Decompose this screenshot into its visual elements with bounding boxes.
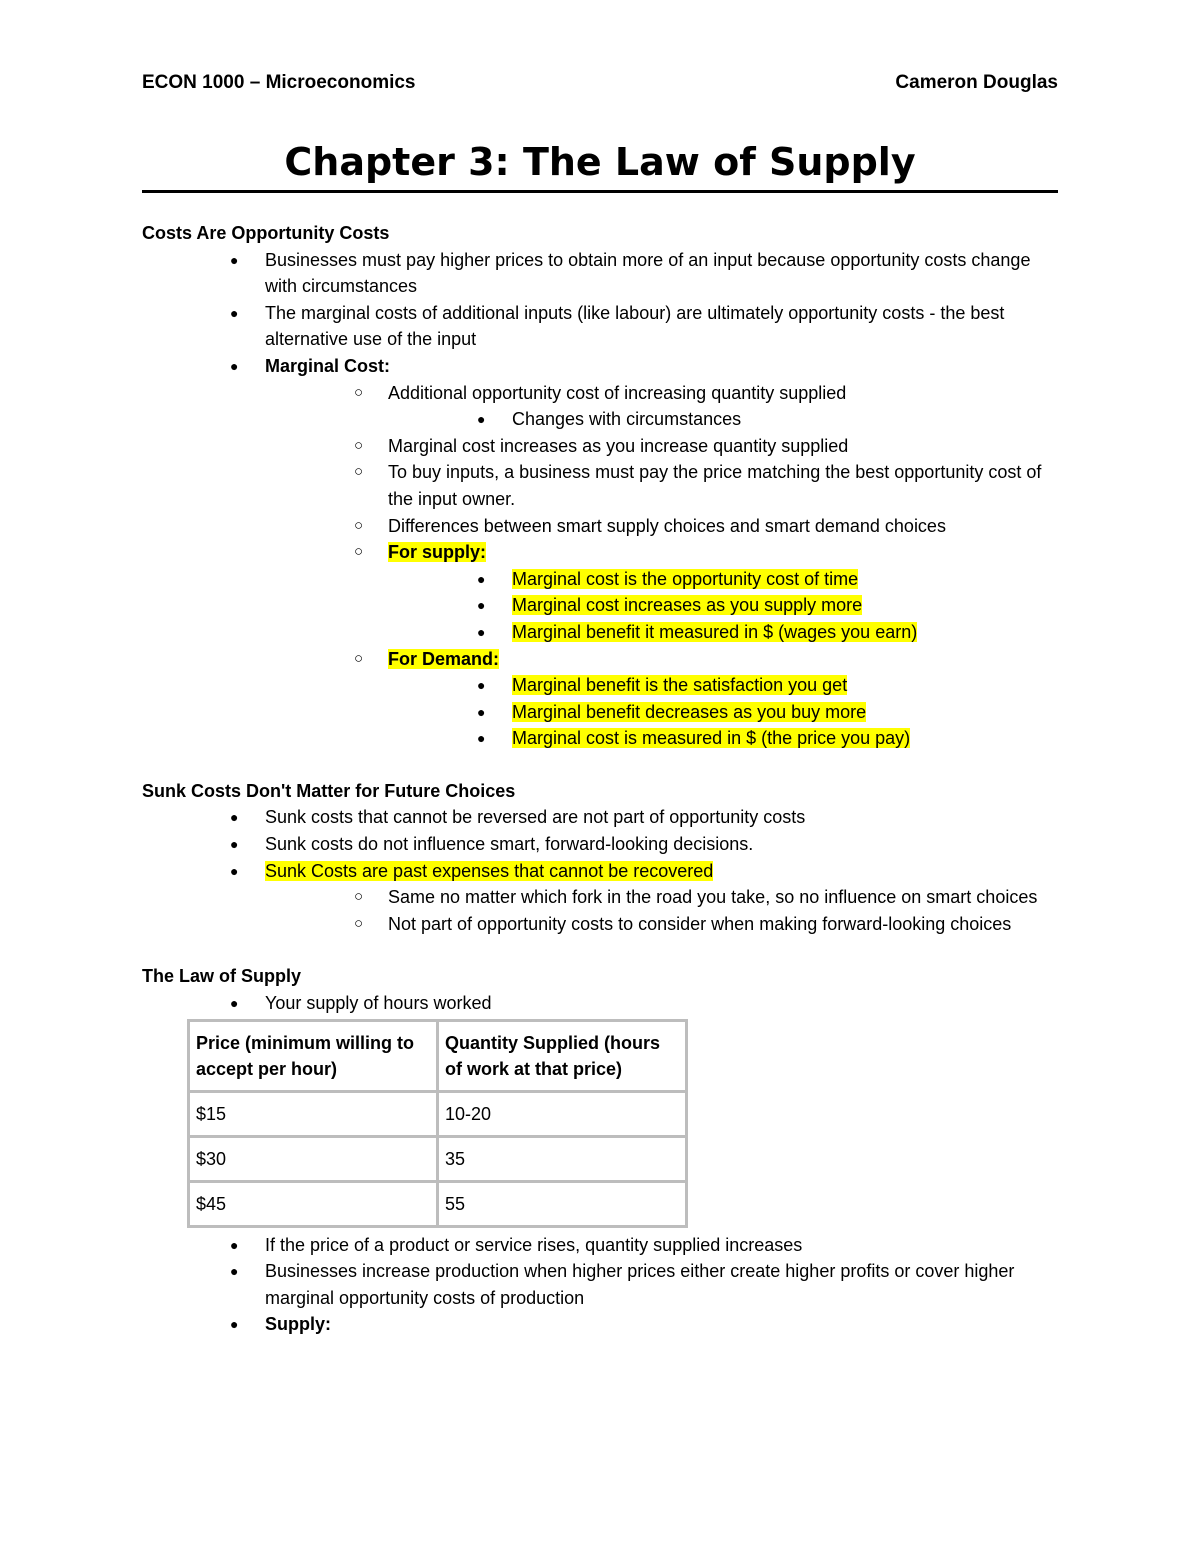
- list-item: [142, 247, 1058, 300]
- circle-bullet-icon: ○: [354, 649, 364, 667]
- bullet-icon: ●: [477, 623, 486, 640]
- list-item: [142, 433, 1058, 460]
- bullet-icon: ●: [230, 1263, 239, 1280]
- author-header: Cameron Douglas: [895, 72, 1058, 93]
- spacer: [142, 752, 1058, 778]
- bullet-icon: ●: [230, 809, 239, 826]
- list-item-text: Businesses increase production when higher prices either create higher profits or cover higher marginal opportunity costs of production: [265, 1261, 1015, 1308]
- list-item: [142, 300, 1058, 353]
- bullet-icon: ●: [230, 836, 239, 853]
- bullet-icon: ●: [230, 995, 239, 1012]
- circle-bullet-icon: ○: [354, 463, 364, 481]
- list-item: [142, 804, 1058, 831]
- list-item-text: Your supply of hours worked: [265, 993, 492, 1014]
- table-header-cell: Quantity Supplied (hours of work at that price): [438, 1020, 687, 1091]
- list-item: [142, 619, 1058, 646]
- course-header: ECON 1000 – Microeconomics: [142, 72, 416, 93]
- table-row: [189, 1091, 687, 1136]
- table-cell: $30: [189, 1136, 438, 1181]
- bullet-icon: ●: [230, 1316, 239, 1333]
- list-item-text: Marginal cost is the opportunity cost of time: [512, 568, 859, 589]
- bullet-icon: ●: [230, 357, 239, 374]
- table-header-row: [189, 1020, 687, 1091]
- demand-label: For Demand:: [388, 648, 500, 669]
- table-row: [189, 1136, 687, 1181]
- list-item: [142, 1311, 1058, 1338]
- bullet-icon: ●: [230, 862, 239, 879]
- list-item: [142, 990, 1058, 1017]
- list-item-text: If the price of a product or service rises, quantity supplied increases: [265, 1234, 803, 1255]
- list-item-text: Businesses must pay higher prices to obtain more of an input because opportunity costs change with circumstances: [265, 249, 1031, 297]
- list-item: [142, 646, 1058, 673]
- page-title: Chapter 3: The Law of Supply: [142, 136, 1058, 193]
- table-cell: $15: [189, 1091, 438, 1136]
- list-item: [142, 831, 1058, 858]
- list-item: [142, 592, 1058, 619]
- bullet-icon: ●: [230, 304, 239, 321]
- list-item: [142, 539, 1058, 566]
- list-item-text: Marginal cost increases as you supply more: [512, 595, 863, 616]
- table-cell: $45: [189, 1181, 438, 1226]
- section-heading-law-of-supply: The Law of Supply: [142, 966, 302, 987]
- circle-bullet-icon: ○: [354, 436, 364, 454]
- list-item: [142, 858, 1058, 885]
- bullet-icon: ●: [477, 570, 486, 587]
- list-item-text: Marginal benefit is the satisfaction you get: [512, 675, 848, 696]
- list-item: [142, 725, 1058, 752]
- section-heading-opportunity-costs: Costs Are Opportunity Costs: [142, 223, 390, 243]
- list-item: [142, 1232, 1058, 1259]
- list-item-text: Marginal cost is measured in $ (the price you pay): [512, 728, 911, 749]
- list-item-text: Supply:: [265, 1314, 331, 1335]
- bullet-icon: ●: [477, 703, 486, 720]
- bullet-icon: ●: [477, 411, 486, 428]
- list-item: [142, 699, 1058, 726]
- list-item: [142, 884, 1058, 911]
- bullet-icon: ●: [477, 677, 486, 694]
- list-item-text: Sunk costs that cannot be reversed are not part of opportunity costs: [265, 807, 806, 828]
- table-cell: 35: [438, 1136, 687, 1181]
- supply-schedule-table: [187, 1019, 688, 1228]
- list-item-text: Differences between smart supply choices and smart demand choices: [388, 515, 946, 536]
- list-item-text: Sunk Costs are past expenses that cannot be recovered: [265, 860, 714, 881]
- section-heading-sunk-costs: Sunk Costs Don't Matter for Future Choices: [142, 780, 516, 801]
- list-item: [142, 406, 1058, 433]
- circle-bullet-icon: ○: [354, 543, 364, 561]
- bullet-icon: ●: [477, 597, 486, 614]
- list-item: [142, 380, 1058, 407]
- list-item-text: Marginal benefit decreases as you buy more: [512, 701, 867, 722]
- table-cell: 10-20: [438, 1091, 687, 1136]
- list-item-text: Sunk costs do not influence smart, forward-looking decisions.: [265, 834, 754, 855]
- list-item: [142, 566, 1058, 593]
- list-item-text: Marginal cost increases as you increase quantity supplied: [388, 435, 849, 456]
- list-item-text: Marginal Cost:: [265, 355, 391, 376]
- circle-bullet-icon: ○: [354, 516, 364, 534]
- list-item: [142, 513, 1058, 540]
- circle-bullet-icon: ○: [354, 888, 364, 906]
- document-body: [142, 220, 1058, 1338]
- list-item-text: Additional opportunity cost of increasing quantity supplied: [388, 382, 847, 403]
- table-row: [189, 1181, 687, 1226]
- list-item-text: Same no matter which fork in the road you take, so no influence on smart choices: [388, 887, 1038, 908]
- list-item-text: Not part of opportunity costs to consider when making forward-looking choices: [388, 913, 1012, 934]
- bullet-icon: ●: [477, 730, 486, 747]
- bullet-icon: ●: [230, 1236, 239, 1253]
- list-item-text: To buy inputs, a business must pay the price matching the best opportunity cost of the input owner.: [388, 462, 1042, 509]
- list-item: [142, 911, 1058, 938]
- list-item: [142, 353, 1058, 380]
- list-item-text: Marginal benefit it measured in $ (wages you earn): [512, 621, 918, 642]
- list-item-text: Changes with circumstances: [512, 409, 742, 430]
- bullet-icon: ●: [230, 251, 239, 268]
- circle-bullet-icon: ○: [354, 914, 364, 932]
- circle-bullet-icon: ○: [354, 383, 364, 401]
- supply-label: For supply:: [388, 542, 486, 563]
- list-item: [142, 672, 1058, 699]
- list-item: [142, 1258, 1058, 1311]
- list-item-text: The marginal costs of additional inputs (like labour) are ultimately opportunity costs - the best alternative use of the input: [265, 302, 1005, 350]
- table-cell: 55: [438, 1181, 687, 1226]
- table-header-cell: Price (minimum willing to accept per hour): [189, 1020, 438, 1091]
- spacer: [142, 937, 1058, 963]
- list-item: [142, 459, 1058, 512]
